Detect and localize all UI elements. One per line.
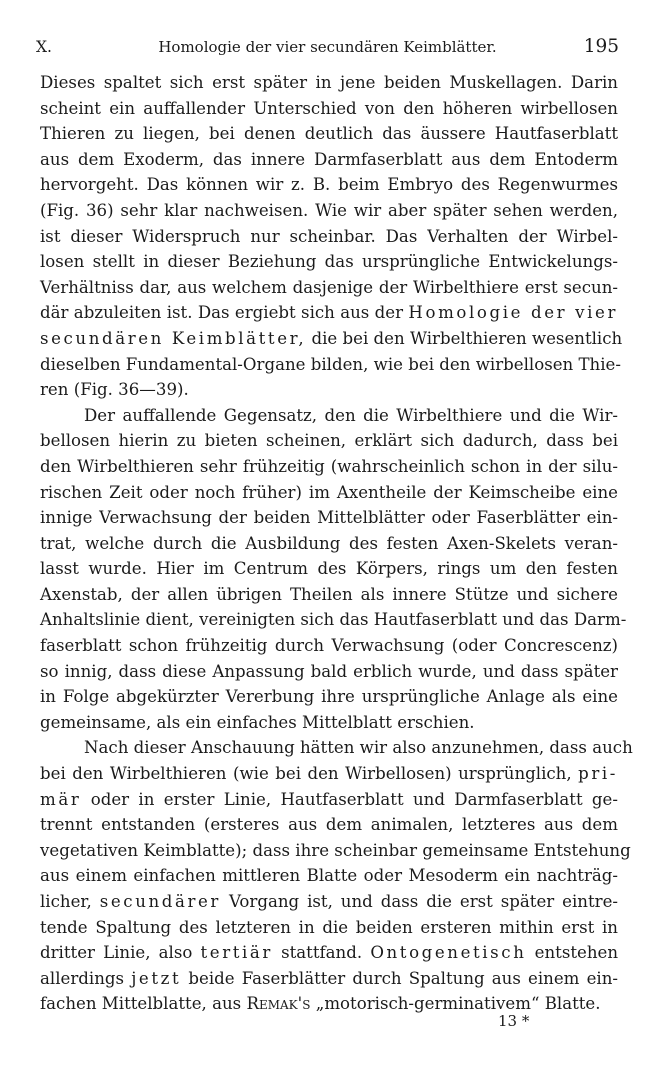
spaced-emphasis: secundären Keimblätter, — [40, 328, 307, 348]
text-line: ren (Fig. 36—39). — [40, 380, 189, 400]
text-line: dieselben Fundamental-Organe bilden, wie bei den wirbellosen Thie- — [40, 354, 621, 374]
text-line — [40, 940, 618, 966]
text-line: faserblatt schon frühzeitig durch Verwachsung (oder Concrescenz) — [40, 636, 618, 656]
text-line: den Wirbelthieren sehr frühzeitig (wahrscheinlich schon in der silu- — [40, 456, 618, 476]
text-line — [40, 300, 618, 326]
text-fragment: licher, — [40, 892, 92, 911]
text-line: aus einem einfachen mittleren Blatte oder Mesoderm ein nachträg- — [40, 866, 618, 886]
text-line: Dieses spaltet sich erst später in jene beiden Muskellagen. Darin — [40, 73, 618, 92]
text-line — [40, 761, 618, 787]
chapter-number: X. — [36, 38, 52, 56]
text-line: trat, welche durch die Ausbildung des festen Axen-Skelets veran- — [40, 533, 618, 553]
text-line: in Folge abgekürzter Vererbung ihre ursprüngliche Anlage als eine — [40, 687, 618, 707]
spaced-emphasis: tertiär — [200, 943, 273, 963]
text-fragment: oder in erster Linie, Hautfaserblatt und Darmfaserblatt ge- — [90, 789, 618, 809]
spaced-emphasis: pri- — [578, 764, 619, 784]
text-fragment: stattfand. — [281, 943, 363, 963]
text-line: Thieren zu liegen, bei denen deutlich das äussere Hautfaserblatt — [40, 124, 618, 144]
text-fragment: „motorisch-germinativem“ Blatte. — [315, 994, 601, 1014]
text-line — [40, 889, 618, 915]
text-line: Anhaltslinie dient, vereinigten sich das Hautfaserblatt und das Darm- — [40, 610, 627, 630]
spaced-emphasis: jetzt — [131, 968, 182, 988]
text-line: ist dieser Widerspruch nur scheinbar. Das Verhalten der Wirbel- — [40, 226, 618, 246]
text-line: vegetativen Keimblatte); dass ihre scheinbar gemeinsame Entstehung — [40, 840, 631, 860]
text-fragment: die bei den Wirbelthieren wesentlich — [311, 328, 623, 348]
text-line: gemeinsame, als ein einfaches Mittelblatt erschien. — [40, 712, 475, 732]
text-line — [40, 326, 623, 352]
page-number: 195 — [583, 36, 619, 57]
text-fragment: allerdings — [40, 968, 125, 988]
text-fragment: bei den Wirbelthieren (wie bei den Wirbellosen) ursprünglich, — [40, 764, 572, 784]
running-header — [36, 38, 619, 62]
text-line: scheint ein auffallender Unterschied von den höheren wirbellosen — [40, 98, 618, 118]
text-fragment: entstehen — [534, 943, 619, 963]
text-line: hervorgeht. Das können wir z. B. beim Embryo des Regenwurmes — [40, 175, 618, 195]
text-line: tende Spaltung des letzteren in die beiden ersteren mithin erst in — [40, 917, 618, 937]
text-line: innige Verwachsung der beiden Mittelblätter oder Faserblätter ein- — [40, 508, 618, 528]
text-line — [40, 991, 618, 1017]
text-fragment: dritter Linie, also — [40, 943, 193, 963]
text-fragment: Vorgang ist, und dass die erst später eintre- — [228, 892, 619, 911]
text-line — [40, 787, 618, 813]
spaced-emphasis: Ontogenetisch — [370, 943, 527, 963]
text-fragment: beide Faserblätter durch Spaltung aus einem ein- — [188, 968, 619, 988]
spaced-emphasis: secundärer — [99, 892, 221, 911]
text-line: losen stellt in dieser Beziehung das ursprüngliche Entwickelungs- — [40, 252, 618, 272]
running-title: Homologie der vier secundären Keimblätter. — [158, 38, 497, 56]
text-line: so innig, dass diese Anpassung bald erblich wurde, und dass später — [40, 661, 618, 681]
text-line: bellosen hierin zu bieten scheinen, erklärt sich dadurch, dass bei — [40, 431, 618, 451]
text-line: Axenstab, der allen übrigen Theilen als innere Stütze und sichere — [40, 584, 618, 604]
author-name: Remak's — [246, 994, 311, 1014]
text-line: aus dem Exoderm, das innere Darmfaserblatt aus dem Entoderm — [40, 149, 618, 169]
spaced-emphasis: mär — [40, 789, 82, 809]
text-line: Nach dieser Anschauung hätten wir also anzunehmen, dass auch — [84, 738, 633, 758]
text-line — [40, 966, 618, 992]
text-line: (Fig. 36) sehr klar nachweisen. Wie wir aber später sehen werden, — [40, 200, 618, 220]
body-text — [40, 70, 633, 1017]
text-line: Der auffallende Gegensatz, den die Wirbelthiere und die Wir- — [84, 405, 618, 425]
text-fragment: fachen Mittelblatte, aus — [40, 994, 242, 1014]
text-fragment: där abzuleiten ist. Das ergiebt sich aus der — [40, 303, 404, 323]
text-line: lasst wurde. Hier im Centrum des Körpers, rings um den festen — [40, 559, 618, 579]
text-line: rischen Zeit oder noch früher) im Axentheile der Keimscheibe eine — [40, 482, 618, 502]
text-line: trennt entstanden (ersteres aus dem animalen, letzteres aus dem — [40, 815, 618, 835]
spaced-emphasis: Homologie der vier — [408, 303, 618, 323]
signature-mark: 13 * — [498, 1012, 530, 1030]
text-line: Verhältniss dar, aus welchem dasjenige der Wirbelthiere erst secun- — [40, 277, 618, 297]
